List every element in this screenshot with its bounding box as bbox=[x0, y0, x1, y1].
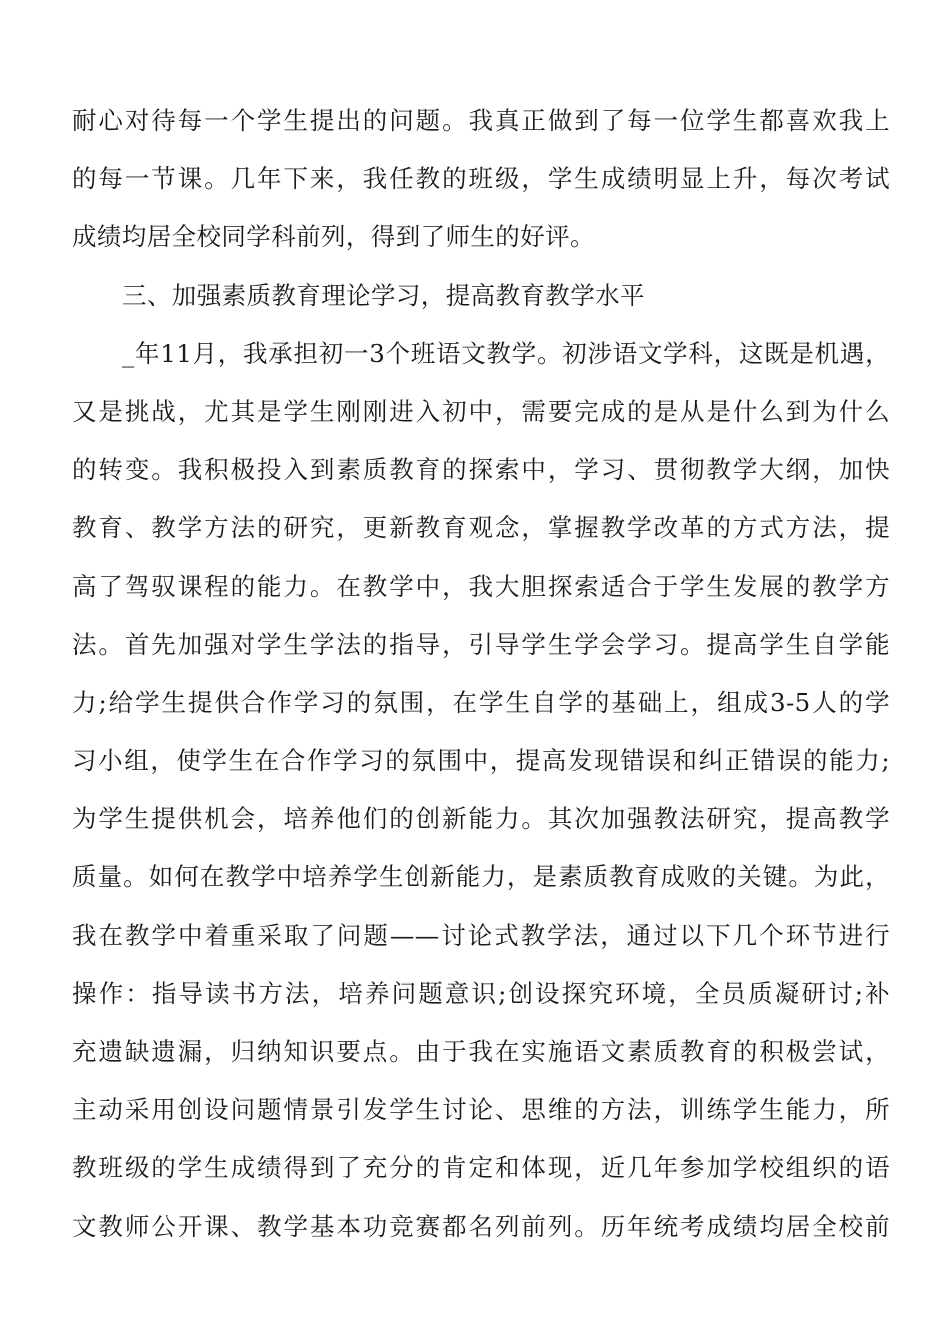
text-line: 我在教学中着重采取了问题——讨论式教学法，通过以下几个环节进行 bbox=[72, 920, 890, 950]
text-line: 为学生提供机会，培养他们的创新能力。其次加强教法研究，提高教学 bbox=[72, 804, 890, 834]
text-line: 操作：指导读书方法，培养问题意识;创设探究环境，全员质凝研讨;补 bbox=[72, 978, 890, 1008]
text-line: 的每一节课。几年下来，我任教的班级，学生成绩明显上升，每次考试 bbox=[72, 164, 890, 194]
text-line: 法。首先加强对学生学法的指导，引导学生学会学习。提高学生自学能 bbox=[72, 629, 890, 659]
text-line: 又是挑战，尤其是学生刚刚进入初中，需要完成的是从是什么到为什么 bbox=[72, 396, 890, 426]
text-line: 主动采用创设问题情景引发学生讨论、思维的方法，训练学生能力，所 bbox=[72, 1095, 890, 1125]
text-line: 质量。如何在教学中培养学生创新能力，是素质教育成败的关键。为此， bbox=[72, 862, 890, 892]
text-line: 教育、教学方法的研究，更新教育观念，掌握教学改革的方式方法，提 bbox=[72, 513, 890, 543]
text-line: 成绩均居全校同学科前列，得到了师生的好评。 bbox=[72, 222, 595, 252]
text-line: 高了驾驭课程的能力。在教学中，我大胆探索适合于学生发展的教学方 bbox=[72, 571, 890, 601]
text-line: _年11月，我承担初一3个班语文教学。初涉语文学科，这既是机遇， bbox=[122, 338, 890, 368]
text-line: 习小组，使学生在合作学习的氛围中，提高发现错误和纠正错误的能力; bbox=[72, 746, 890, 776]
text-line: 教班级的学生成绩得到了充分的肯定和体现，近几年参加学校组织的语 bbox=[72, 1153, 890, 1183]
text-line: 的转变。我积极投入到素质教育的探索中，学习、贯彻教学大纲，加快 bbox=[72, 455, 890, 485]
text-line: 充遗缺遗漏，归纳知识要点。由于我在实施语文素质教育的积极尝试， bbox=[72, 1037, 890, 1066]
text-line: 耐心对待每一个学生提出的问题。我真正做到了每一位学生都喜欢我上 bbox=[72, 106, 890, 135]
text-line: 文教师公开课、教学基本功竞赛都名列前列。历年统考成绩均居全校前 bbox=[72, 1211, 890, 1241]
text-line: 三、加强素质教育理论学习，提高教育教学水平 bbox=[122, 280, 645, 310]
text-line: 力;给学生提供合作学习的氛围，在学生自学的基础上，组成3-5人的学 bbox=[72, 687, 890, 717]
body-text bbox=[72, 92, 890, 1256]
